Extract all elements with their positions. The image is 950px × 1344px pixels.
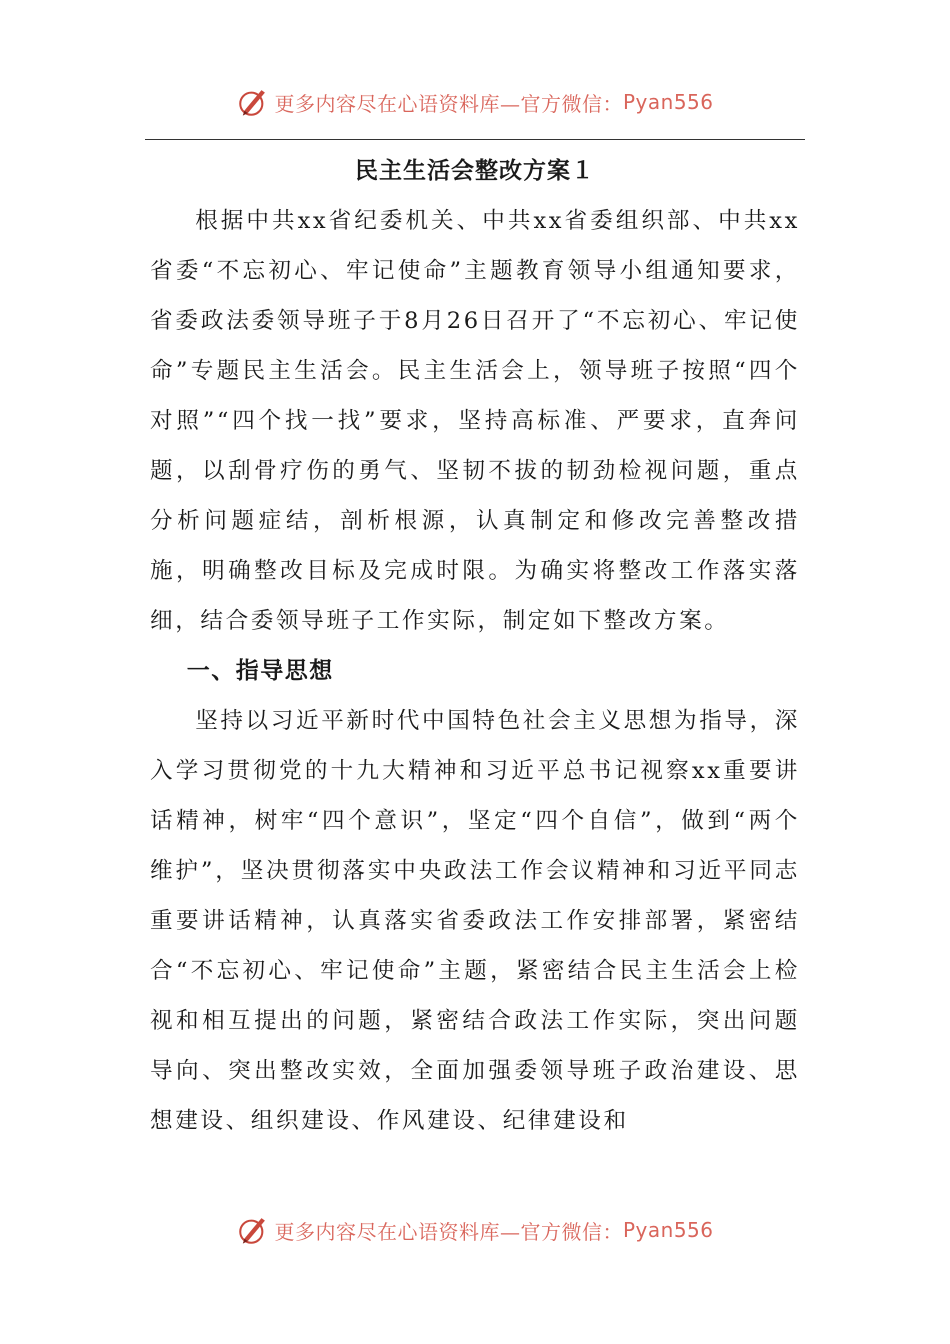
watermark-wechat-id: Pyan556 [622, 1218, 714, 1242]
intro-paragraph: 根据中共xx省纪委机关、中共xx省委组织部、中共xx省委“不忘初心、牢记使命”主题教育领导小组通知要求，省委政法委领导班子于8月26日召开了“不忘初心、牢记使命”专题民主生活会。民主生活会上，领导班子按照“四个对照”“四个找一找”要求，坚持高标准、严要求，直奔问题，以刮骨疗伤的勇气、坚韧不拔的韧劲检视问题，重点分析问题症结，剖析根源，认真制定和修改完善整改措施，明确整改目标及完成时限。为确实将整改工作落实落细，结合委领导班子工作实际，制定如下整改方案。 [150, 208, 800, 634]
watermark-text: 更多内容尽在心语资料库—官方微信： [274, 1219, 623, 1244]
section-paragraph: 坚持以习近平新时代中国特色社会主义思想为指导，深入学习贯彻党的十九大精神和习近平总书记视察xx重要讲话精神，树牢“四个意识”，坚定“四个自信”，做到“两个维护”，坚决贯彻落实中央政法工作会议精神和习近平同志重要讲话精神，认真落实省委政法工作安排部署，紧密结合“不忘初心、牢记使命”主题，紧密结合民主生活会上检视和相互提出的问题，紧密结合政法工作实际，突出问题导向、突出整改实效，全面加强委领导班子政治建设、思想建设、组织建设、作风建设、纪律建设和 [150, 708, 800, 1134]
section-heading-guiding-ideology: 一、指导思想 [186, 657, 334, 684]
pen-logo-icon [236, 85, 270, 119]
watermark-text: 更多内容尽在心语资料库—官方微信： [274, 91, 623, 116]
document-body [150, 196, 800, 1146]
document-title: 民主生活会整改方案１ [355, 157, 595, 184]
watermark-footer [0, 1212, 950, 1248]
watermark-header [0, 84, 950, 120]
header-rule [145, 139, 805, 140]
pen-logo-icon [236, 1213, 270, 1247]
watermark-wechat-id: Pyan556 [622, 90, 714, 114]
